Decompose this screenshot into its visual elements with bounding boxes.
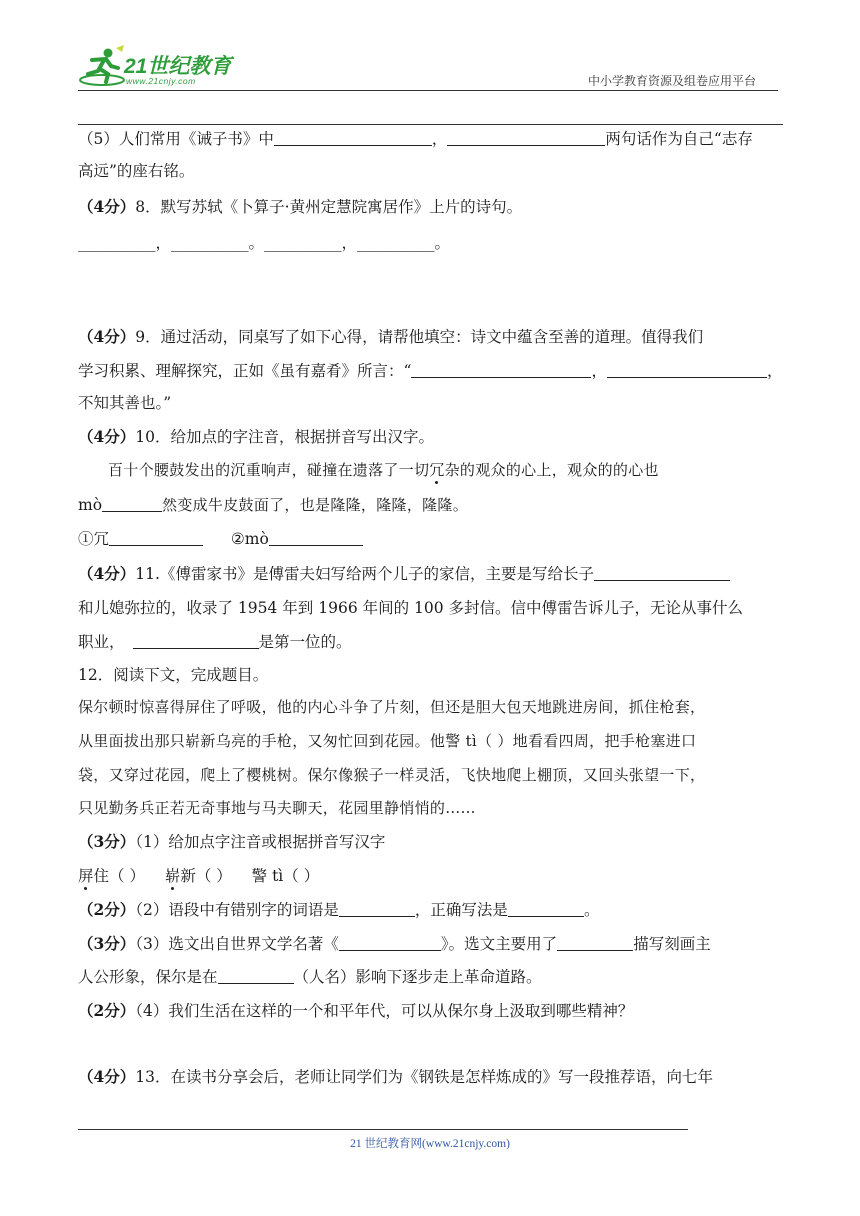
q12-passage-line3: 袋，又穿过花园，爬上了樱桃树。保尔像猴子一样灵活，飞快地爬上棚顶，又回头张望一下， (78, 766, 706, 784)
q12-sub4: （2分）（4）我们生活在这样的一个和平年代，可以从保尔身上汲取到哪些精神？ (78, 1001, 634, 1020)
q10-passage-line1: 百十个腰鼓发出的沉重响声，碰撞在遗落了一切冗杂的观众的心上，观众的的心也 (108, 461, 659, 479)
q9-line2: 学习积累、理解探究，正如《虽有嘉肴》所言：“ ， ， (78, 362, 783, 380)
q8-blanks[interactable]: __________，__________。__________，__________。 (78, 234, 451, 252)
q12-sub3-blank-3[interactable] (218, 967, 294, 984)
logo (78, 44, 278, 92)
dotted-char: 冗 (429, 461, 445, 479)
score-label: （2分） (78, 900, 136, 919)
q9-line1: （4分）9．通过活动，同桌写了如下心得，请帮他填空：诗文中蕴含至善的道理。值得我们 (78, 327, 704, 346)
q9-blank-1[interactable] (411, 361, 591, 378)
score-label: （4分） (78, 1067, 136, 1086)
q5-blank-2[interactable] (447, 129, 605, 146)
score-label: （4分） (78, 564, 136, 583)
q11-line3: 职业， 是第一位的。 (78, 633, 352, 651)
page-header (78, 44, 778, 92)
q11-blank-2[interactable] (133, 632, 259, 649)
header-divider (78, 90, 778, 91)
dotted-char: 崭 (164, 867, 181, 885)
logo-text: 21世纪教育 (124, 55, 232, 78)
q12-sub1-prompt: （3分）（1）给加点字注音或根据拼音写汉字 (78, 832, 386, 851)
score-label: （4分） (78, 197, 136, 216)
q8-prompt: （4分）8．默写苏轼《卜算子·黄州定慧院寓居作》上片的诗句。 (78, 197, 523, 216)
footer-divider (78, 1129, 688, 1130)
score-label: （3分） (78, 832, 136, 851)
q12-passage-line1: 保尔顿时惊喜得屏住了呼吸，他的内心斗争了片刻，但还是胆大包天地跳进房间，抓住枪套， (78, 698, 706, 716)
q5-line2: 高远”的座右铭。 (78, 162, 195, 180)
score-label: （4分） (78, 327, 136, 346)
q10-answer-blank-2[interactable] (269, 529, 363, 546)
q10-answers: ①冗 ②mò (78, 528, 363, 550)
q12-title: 12．阅读下文，完成题目。 (78, 666, 269, 684)
top-divider (78, 124, 783, 125)
q10-passage-line2: mò 然变成牛皮鼓面了，也是隆隆，隆隆，隆隆。 (78, 496, 469, 514)
q12-sub3-line2: 人公形象，保尔是在 （人名）影响下逐步走上革命道路。 (78, 968, 542, 986)
q9-blank-2[interactable] (607, 361, 767, 378)
q12-sub2-blank-2[interactable] (508, 900, 584, 917)
score-label: （3分） (78, 934, 136, 953)
q12-sub2: （2分）（2）语段中有错别字的词语是 ，正确写法是 。 (78, 900, 600, 919)
q12-sub1-items: 屏住（ ） 崭新（ ） 警 tì（ ） (78, 867, 320, 885)
q12-passage-line2: 从里面拔出那只崭新乌亮的手枪，又匆忙回到花园。他警 tì（ ）地看看四周，把手枪塞进口 (78, 732, 697, 750)
q12-passage-line4: 只见勤务兵正若无奇事地与马夫聊天，花园里静悄悄的…… (78, 799, 476, 817)
q12-sub3-blank-1[interactable] (339, 934, 441, 951)
q12-sub3-blank-2[interactable] (557, 934, 633, 951)
q12-sub3-line1: （3分）（3）选文出自世界文学名著《 》。选文主要用了 描写刻画主 (78, 934, 711, 953)
q9-line3: 不知其善也。” (78, 394, 172, 412)
q10-blank-mo[interactable] (102, 495, 162, 512)
q10-answer-blank-1[interactable] (109, 529, 203, 546)
dotted-char: 屏 (78, 867, 94, 885)
q11-line2: 和儿媳弥拉的，收录了 1954 年到 1966 年间的 100 多封信。信中傅雷告诉儿子，无论从事什么 (78, 599, 744, 617)
footer-link[interactable]: 21 世纪教育网(www.21cnjy.com) (350, 1138, 510, 1150)
q10-prompt: （4分）10．给加点的字注音，根据拼音写出汉字。 (78, 427, 435, 446)
score-label: （2分） (78, 1001, 136, 1020)
q13-prompt: （4分）13．在读书分享会后，老师让同学们为《钢铁是怎样炼成的》写一段推荐语，向七年 (78, 1067, 714, 1086)
runner-logo-icon (78, 44, 126, 88)
q12-sub2-blank-1[interactable] (339, 900, 415, 917)
q5-line1: （5）人们常用《诫子书》中 ， 两句话作为自己“志存 (78, 130, 753, 148)
q5-blank-1[interactable] (274, 129, 432, 146)
q11-blank-1[interactable] (594, 564, 730, 581)
score-label: （4分） (78, 427, 136, 446)
logo-url: www.21cnjy.com (126, 76, 196, 86)
q11-line1: （4分）11.《傅雷家书》是傅雷夫妇写给两个儿子的家信，主要是写给长子 (78, 563, 730, 585)
platform-label: 中小学教育资源及组卷应用平台 (587, 74, 756, 88)
